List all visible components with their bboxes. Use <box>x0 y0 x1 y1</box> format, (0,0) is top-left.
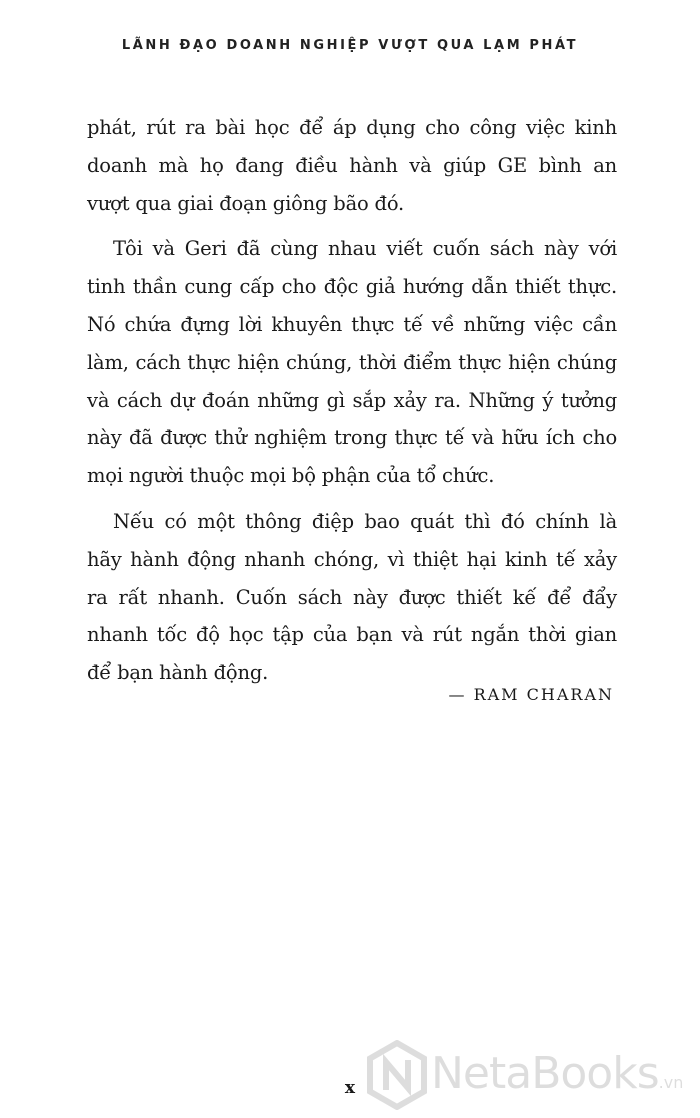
text-line: nhanh tốc độ học tập của bạn và rút ngắn thời gian <box>87 623 617 647</box>
text-line: Nếu có một thông điệp bao quát thì đó chính là <box>113 509 617 533</box>
paragraph-1 <box>87 109 617 222</box>
text-line: để bạn hành động. <box>87 661 269 685</box>
text-line: tinh thần cung cấp cho độc giả hướng dẫn thiết thực. <box>87 275 617 299</box>
page-number: x <box>344 1078 356 1098</box>
watermark-suffix: .vn <box>658 1073 684 1092</box>
text-line: phát, rút ra bài học để áp dụng cho công việc kinh <box>87 116 617 139</box>
watermark-text <box>431 1048 683 1099</box>
netabooks-logo-icon <box>366 1040 428 1110</box>
paragraph-2 <box>87 230 617 495</box>
text-line: làm, cách thực hiện chúng, thời điểm thực hiện chúng <box>87 350 617 374</box>
paragraph-3 <box>87 503 617 692</box>
text-line: ra rất nhanh. Cuốn sách này được thiết kế để đẩy <box>87 585 617 609</box>
body-text <box>87 109 617 700</box>
text-line: mọi người thuộc mọi bộ phận của tổ chức. <box>87 464 495 488</box>
text-line: hãy hành động nhanh chóng, vì thiệt hại kinh tế xảy <box>87 547 617 571</box>
text-line: này đã được thử nghiệm trong thực tế và hữu ích cho <box>87 426 617 450</box>
text-line: và cách dự đoán những gì sắp xảy ra. Những ý tưởng <box>87 388 617 412</box>
running-header: LÃNH ĐẠO DOANH NGHIỆP VƯỢT QUA LẠM PHÁT <box>121 38 579 53</box>
text-line: Tôi và Geri đã cùng nhau viết cuốn sách này với <box>113 237 617 261</box>
text-line: vượt qua giai đoạn giông bão đó. <box>87 191 405 215</box>
text-line: Nó chứa đựng lời khuyên thực tế về những việc cần <box>87 312 617 336</box>
watermark-brand: NetaBooks <box>431 1048 659 1099</box>
watermark <box>366 1040 696 1110</box>
text-line: doanh mà họ đang điều hành và giúp GE bình an <box>87 153 617 177</box>
author-signature: — RAM CHARAN <box>448 685 614 704</box>
